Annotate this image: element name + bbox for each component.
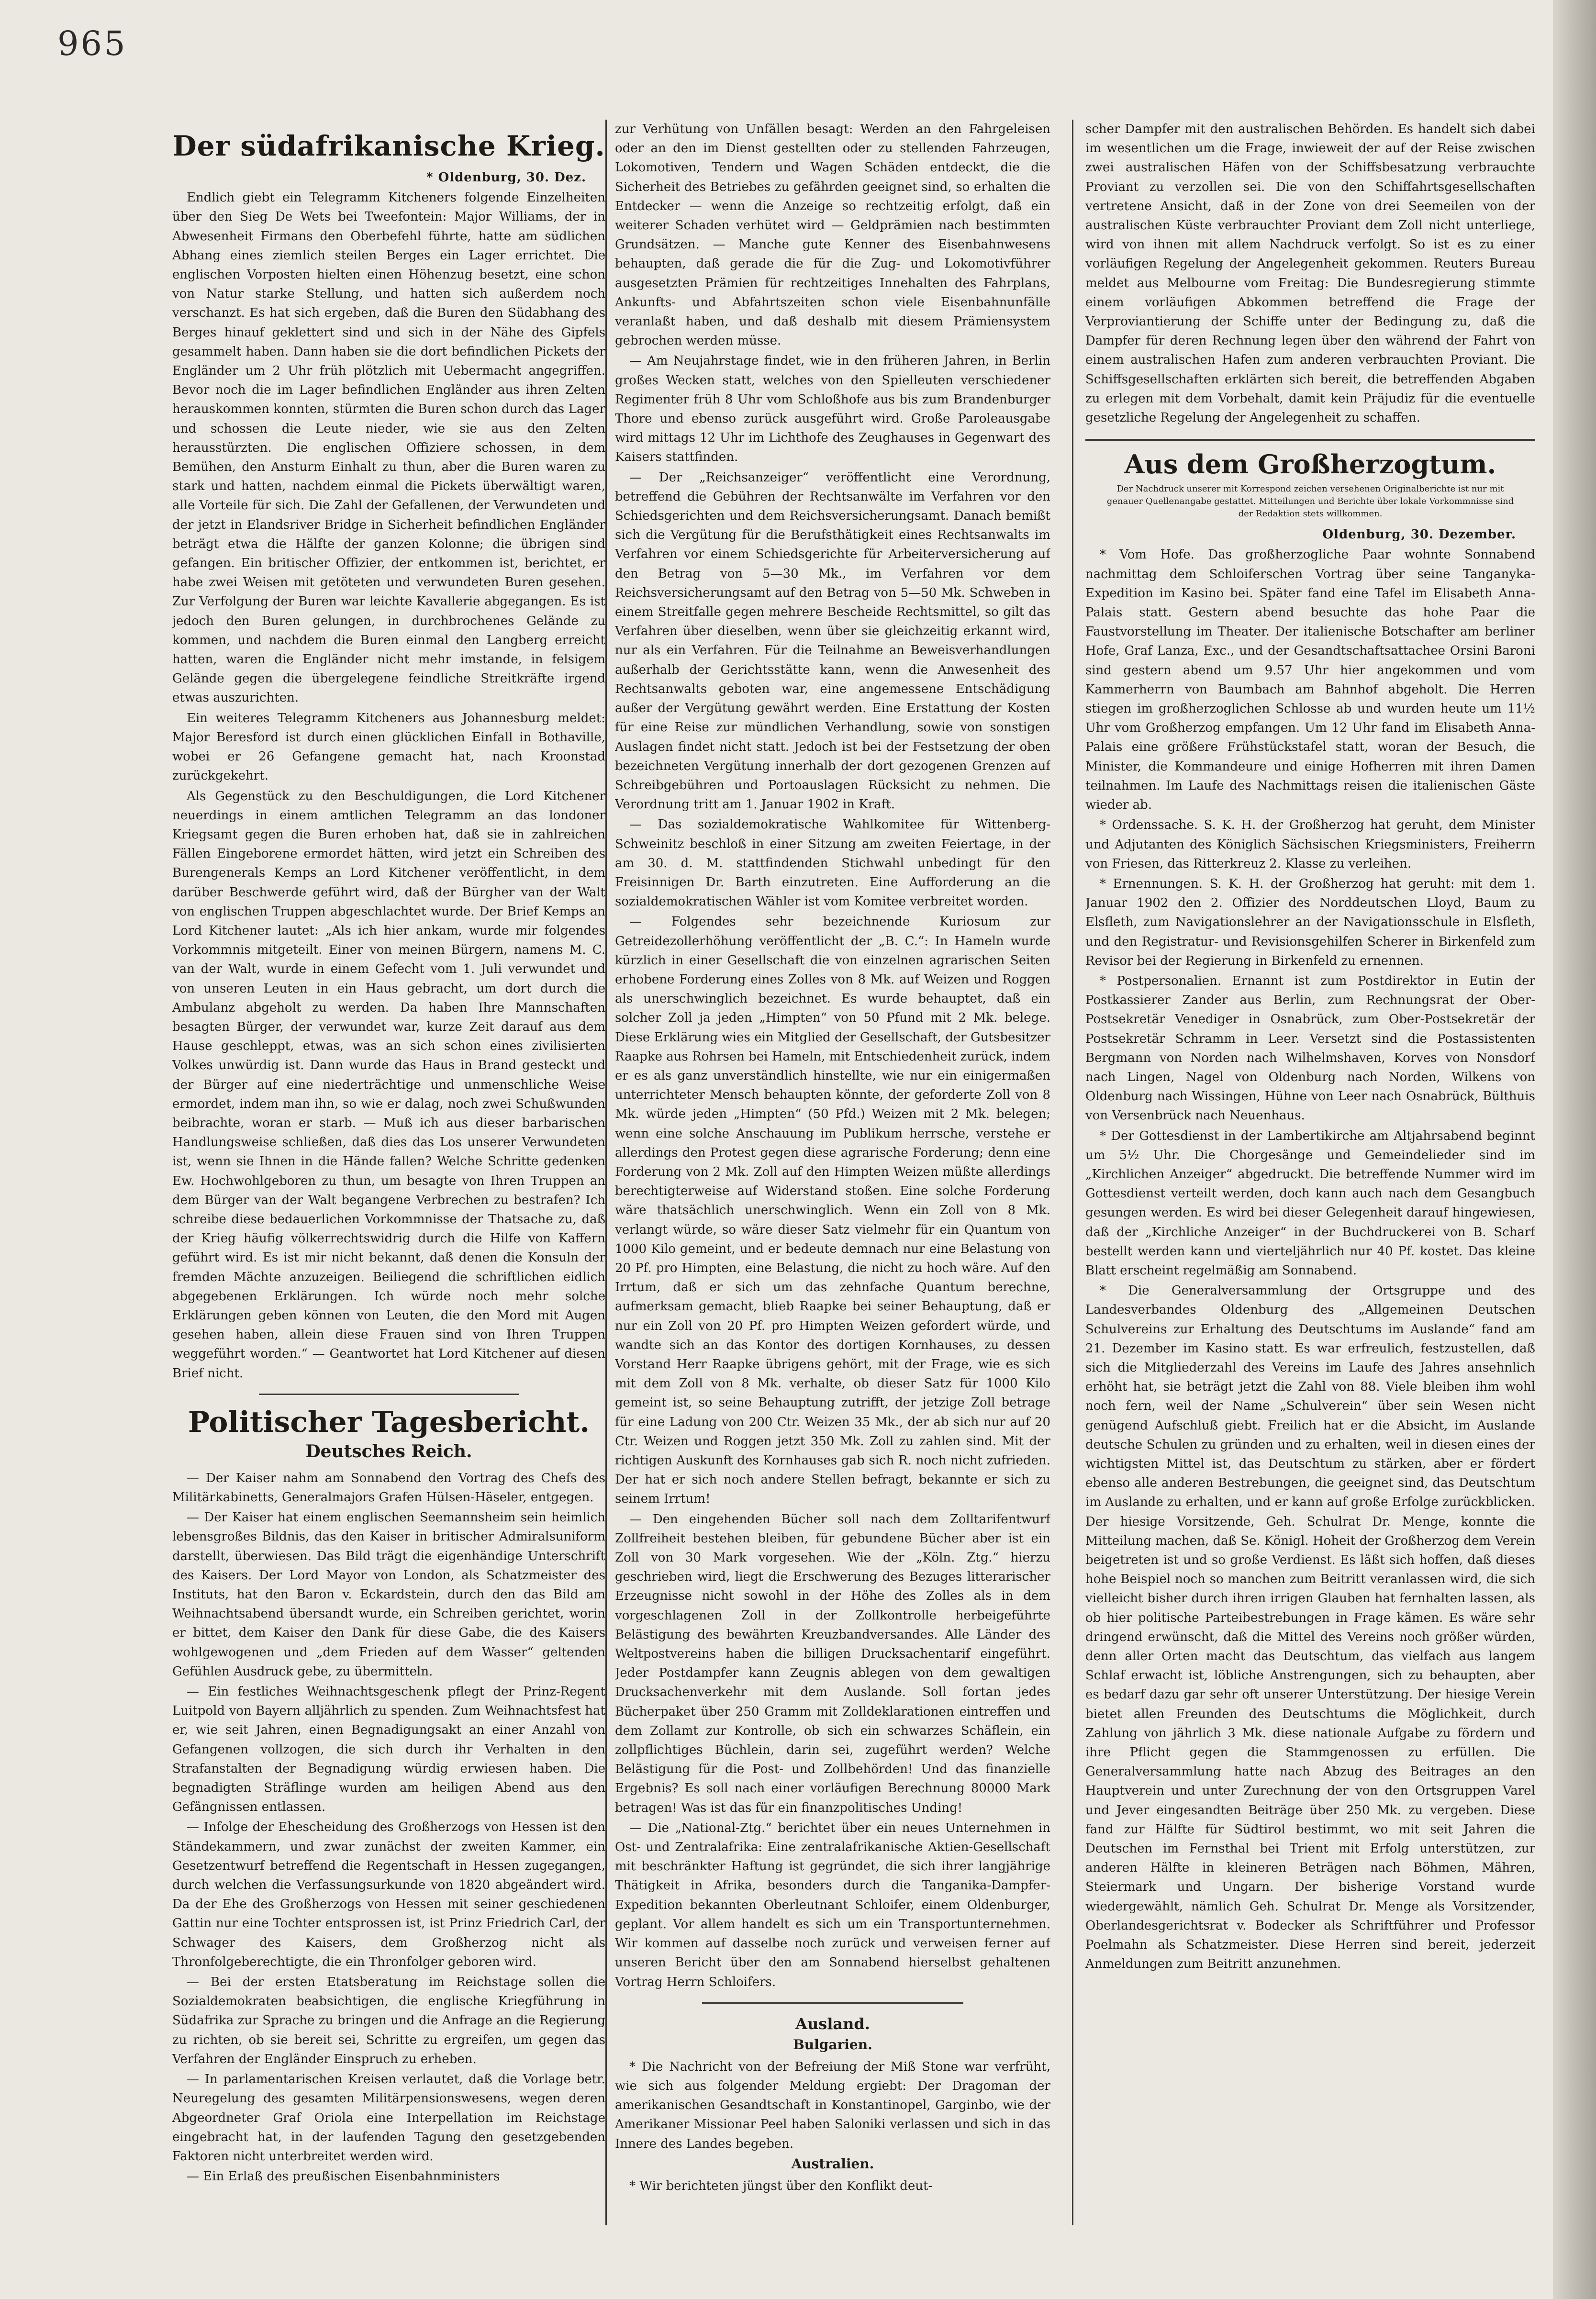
paragraph: — Bei der ersten Etatsberatung im Reichstage sollen die Sozialdemokraten beabsichtigen, die englische Kriegführung in Südafrika zur Sprache zu bringen und die Anfrage an die Regierung zu richten, ob sie bereit sei, Schritte zu ergreifen, um gegen das Verfahren der Engländer Einspruch zu erheben. [172, 1975, 605, 2066]
paragraph: * Postpersonalien. Ernannt ist zum Postdirektor in Eutin der Postkassierer Zander aus Berlin, zum Rechnungsrat der Ober-Postsekretär Venediger in Osnabrück, zum Ober-Postsekretär der Postsekretär Schramm in Leer. Versetzt sind die Postassistenten Bergmann von Norden nach Wilhelmshaven, Korves von Nonsdorf nach Lingen, Nagel von Oldenburg nach Norden, Wilkens von Oldenburg nach Wissingen, Hühne von Leer nach Osnabrück, Bülthuis von Versenbrück nach Neuenhaus. [1085, 973, 1535, 1123]
paragraph: scher Dampfer mit den australischen Behörden. Es handelt sich dabei im wesentlichen um die Frage, inwieweit der auf der Reise zwischen zwei australischen Häfen von der Schiffsbesatzung verbrauchte Proviant zu verzollen sei. Die von den Schiffahrtsgesellschaften vertretene Ansicht, daß in der Zone von drei Seemeilen von der australischen Küste verbrauchter Proviant dem Zoll nicht unterliege, wird von ihnen mit allem Nachdruck verfolgt. So ist es zu einer vorläufigen Regelung der Angelegenheit gekommen. Reuters Bureau meldet aus Melbourne vom Freitag: Die Bundesregierung stimmte einem vorläufigen Abkommen betreffend die Frage der Verproviantierung der Schiffe unter der Bedingung zu, daß die Dampfer für deren Rechnung legen über den während der Fahrt von einem australischen Hafen zum anderen verbrauchten Proviant. Die Schiffsgesellschaften erklärten sich bereit, die betreffenden Abgaben zu erlegen mit dem Vorbehalt, damit kein Präjudiz für die eventuelle gesetzliche Regelung der Angelegenheit zu schaffen. [1085, 122, 1535, 425]
paragraph: — Die „National-Ztg.“ berichtet über ein neues Unternehmen in Ost- und Zentralafrika: Eine zentralafrikanische Aktien-Gesellschaft mit beschränkter Haftung ist gegründet, die sich ihrer langjährige Thätigkeit in Afrika, besonders durch die Tanganika-Dampfer-Expedition bekannten Oberleutnant Schloifer, einem Oldenburger, geplant. Vor allem handelt es sich um ein Transportunternehmen. Wir kommen auf dasselbe noch zurück und verweisen ferner auf unseren Bericht über den am Sonnabend hierselbst gehaltenen Vortrag Herrn Schloifers. [615, 1820, 1050, 1989]
reprint-notice: Der Nachdruck unserer mit Korrespond zeichen versehenen Originalberichte ist nur mit genauer Quellenangabe gestattet. Mitteilungen und Berichte über lokale Vorkommnisse sind der Redaktion stets willkommen. [1106, 484, 1514, 519]
paragraph: * Die Generalversammlung der Ortsgruppe und des Landesverbandes Oldenburg des „Allgemeinen Deutschen Schulvereins zur Erhaltung des Deutschtums im Auslande“ fand am 21. Dezember im Kasino statt. Es war erfreulich, festzustellen, daß sich die Mitgliederzahl des Vereins im Laufe des Jahres ansehnlich erhöht hat, sie beträgt jetzt die Zahl von 88. Viele bleiben ihm wohl noch fern, weil der Name „Schulverein“ über sein Wesen nicht genügend Aufschluß giebt. Freilich hat er die Absicht, im Auslande deutsche Schulen zu gründen und zu erhalten, weil in diesen eines der wichtigsten Mittel ist, das Deutschtum zu stärken, aber er fördert ebenso alle anderen Bestrebungen, die geeignet sind, das Deutschtum im Auslande zu erhalten, und er kann auf große Erfolge zurückblicken. Der hiesige Vorsitzende, Geh. Schulrat Dr. Menge, konnte die Mitteilung machen, daß Se. Königl. Hoheit der Großherzog dem Verein beigetreten ist und so große Verdienst. Es läßt sich hoffen, daß dieses hohe Beispiel noch so manchen zum Beitritt veranlassen wird, die sich vielleicht bisher durch ihren irrigen Glauben hat fernhalten lassen, als ob hier politische Parteibestrebungen in Frage kämen. Es wäre sehr dringend erwünscht, daß die Mittel des Vereins noch größer würden, denn aller Orten macht das Deutschtum, das vielfach aus langem Schlaf erwacht ist, löbliche Anstrengungen, sich zu behaupten, aber es bedarf dazu gar sehr oft unserer Unterstützung. Der hiesige Verein bietet allen Freunden des Deutschtums die Möglichkeit, durch Zahlung von jährlich 3 Mk. diese nationale Aufgabe zu fördern und ihre Pflicht gegen die Stammgenossen zu erfüllen. Die Generalversammlung hatte nach Abzug des Beitrages an den Hauptverein und unter Zurechnung der von den Ortsgruppen Varel und Jever eingesandten Beiträge über 250 Mk. zu vergeben. Diese fand zur Hälfte für Südtirol bestimmt, wo mit seit Jahren die Deutschen im Fernsthal bei Trient mit Erfolg unterstützen, zur anderen Hälfte in kleineren Beträgen nach Böhmen, Mähren, Steiermark und Ungarn. Der bisherige Vorstand wurde wiedergewählt, nämlich Geh. Schulrat Dr. Menge als Vorsitzender, Oberlandesgerichtsrat v. Bodecker als Schriftführer und Professor Poelmahn als Schatzmeister. Diese Herren sind bereit, jederzeit Anmeldungen zum Beitritt anzunehmen. [1085, 1283, 1535, 1972]
paragraph: Ein weiteres Telegramm Kitcheners aus Johannesburg meldet: Major Beresford ist durch einen glücklichen Einfall in Bothaville, wobei er 26 Gefangene gemacht hat, nach Kroonstad zurückgekehrt. [172, 711, 605, 783]
paragraph: — In parlamentarischen Kreisen verlautet, daß die Vorlage betr. Neuregelung des gesamten Militärpensionswesens, wegen deren Abgeordneter Graf Oriola eine Interpellation im Reichstage eingebracht hat, in der laufenden Tagung den gesetzgebenden Faktoren nicht unterbreitet werden wird. [172, 2072, 605, 2164]
paragraph: * Vom Hofe. Das großherzogliche Paar wohnte Sonnabend nachmittag dem Schloiferschen Vortrag über seine Tanganyka-Expedition im Kasino bei. Später fand eine Tafel im Elisabeth Anna-Palais statt. Gestern abend besuchte das hohe Paar die Faustvorstellung im Theater. Der italienische Botschafter am berliner Hofe, Graf Lanza, Exc., und der Gesandtschaftsattachee Orsini Baroni sind gestern abend um 9.57 Uhr hier angekommen und vom Kammerherrn von Baumbach am Bahnhof abgeholt. Die Herren stiegen im großherzoglichen Schlosse ab und wurden heute um 11½ Uhr vom Großherzog empfangen. Um 12 Uhr fand im Elisabeth Anna-Palais eine größere Frühstückstafel statt, woran der Besuch, die Minister, die Kommandeure und einige Hofherren mit ihren Damen teilnahmen. Im Laufe des Nachmittags reisen die italienischen Gäste wieder ab. [1085, 547, 1535, 813]
divider [259, 1394, 519, 1395]
column-3 [1085, 120, 1535, 2225]
paragraph: — Folgendes sehr bezeichnende Kuriosum zur Getreidezollerhöhung veröffentlicht der „B. C.“: In Hameln wurde kürzlich in einer Gesellschaft die von einzelnen agrarischen Seiten erhobene Forderung eines Zolles von 8 Mk. auf Weizen und Roggen als unerschwinglich bezeichnet. Es wurde behauptet, daß ein solcher Zoll ja jeden „Himpten“ von 50 Pfund mit 2 Mk. belege. Diese Erklärung wies ein Mitglied der Gesellschaft, der Gutsbesitzer Raapke aus Rohrsen bei Hameln, mit Entschiedenheit zurück, indem er es als ganz unverständlich hinstellte, wie nur ein einigermaßen unterrichteter Mensch behaupten könnte, der geforderte Zoll von 8 Mk. würde jeden „Himpten“ (50 Pfd.) Weizen mit 2 Mk. belegen; wenn eine solche Anschauung im Publikum herrsche, verstehe er allerdings den Protest gegen diese agrarische Forderung; denn eine Forderung von 2 Mk. Zoll auf den Himpten Weizen müßte allerdings berechtigterweise auf Widerstand stoßen. Eine solche Forderung wäre thatsächlich unerschwinglich. Wenn ein Zoll von 8 Mk. verlangt würde, so wäre dieser Satz vielmehr für ein Quantum von 1000 Kilo gemeint, und er bedeute demnach nur eine Belastung von 20 Pf. pro Himpten, eine Belastung, die nicht zu hoch wäre. Auf den Irrtum, daß er sich um das zehnfache Quantum berechne, aufmerksam gemacht, blieb Raapke bei seiner Behauptung, daß er nur ein Zoll von 20 Pf. pro Himpten Weizen gefordert würde, und wandte sich an das Kontor des dortigen Kornhauses, zu dessen Vorstand Herr Raapke übrigens gehört, mit der Frage, wie es sich mit dem Zoll von 8 Mk. verhalte, ob dieser Satz für 1000 Kilo gemeint ist, so seine Behauptung zutrifft, der jetzige Zoll betrage für eine Ladung von 200 Ctr. Weizen 35 Mk., der ab sich nur auf 20 Ctr. Weizen und Roggen jetzt 350 Mk. Zoll zu zahlen sind. Mit der richtigen Auskunft des Kornhauses gab sich R. noch nicht zufrieden. Der hat er sich noch andere Stellen befragt, bekannte er sich zu seinem Irrtum! [615, 915, 1050, 1507]
paragraph: * Wir berichteten jüngst über den Konflikt deut- [629, 2178, 933, 2193]
paragraph: — Ein festliches Weihnachtsgeschenk pflegt der Prinz-Regent Luitpold von Bayern alljährlich zu spenden. Zum Weihnachtsfest hat er, wie seit Jahren, einen Begnadigungsakt an einer Anzahl von Gefangenen vollzogen, die sich durch ihr Verhalten in den Strafanstalten der Begnadigung würdig erwiesen haben. Die begnadigten Sträflinge wurden am heiligen Abend aus den Gefängnissen entlassen. [172, 1685, 605, 1815]
column-rule [1072, 120, 1073, 2225]
paragraph: Als Gegenstück zu den Beschuldigungen, die Lord Kitchener neuerdings in einem amtlichen Telegramm an das londoner Kriegsamt gegen die Buren erhoben hat, daß sie in zahlreichen Fällen Eingeborene ermordet hätten, wird jetzt ein Schreiben des Burengenerals Kemps an Lord Kitchener veröffentlicht, in dem darüber Beschwerde geführt wird, daß der Bürgher van der Walt von englischen Truppen abgeschlachtet wurde. Der Brief Kemps an Lord Kitchener lautet: „Als ich hier ankam, wurde mir folgendes Vorkommnis mitgeteilt. Einer von meinen Bürgern, namens M. C. van der Walt, wurde in einem Gefecht vom 1. Juli verwundet und von unseren Leuten in ein Haus gebracht, um dort durch die Ambulanz abgeholt zu werden. Da haben Ihre Mannschaften besagten Bürger, der verwundet war, kurze Zeit darauf aus dem Hause geschleppt, etwas, was an sich schon eines zivilisierten Volkes unwürdig ist. Dann wurde das Haus in Brand gesteckt und der Bürger auf eine niederträchtige und unmenschliche Weise ermordet, indem man ihn, so wie er dalag, noch zwei Schußwunden beibrachte, woran er starb. — Muß ich aus dieser barbarischen Handlungsweise schließen, daß dies das Los unserer Verwundeten ist, wenn sie Ihnen in die Hände fallen? Welche Schritte gedenken Ew. Hochwohlgeboren zu thun, um besagte von Ihren Truppen an dem Bürger van der Walt begangene Verbrechen zu bestrafen? Ich schreibe diese bedauerlichen Vorkommnisse der Thatsache zu, daß der Krieg häufig völkerrechtswidrig durch die Hilfe von Kaffern geführt wird. Es ist mir nicht bekannt, daß denen die Konsuln der fremden Mächte anzuzeigen. Beiliegend die schriftlichen eidlich abgegebenen Erklärungen. Ich würde noch mehr solche Erklärungen geben können von Leuten, die den Mord mit Augen gesehen haben, allein diese Frauen sind von Ihren Truppen weggeführt worden.“ — Geantwortet hat Lord Kitchener auf diesen Brief nicht. [172, 789, 605, 1381]
paragraph: — Der „Reichsanzeiger“ veröffentlicht eine Verordnung, betreffend die Gebühren der Rechtsanwälte im Verfahren vor den Schiedsgerichten und dem Reichsversicherungsamt. Danach bemißt sich die Vergütung für die Berufsthätigkeit eines Rechtsanwalts im Verfahren vor einem Schiedsgerichte für Arbeiterversicherung auf den Betrag von 5—30 Mk., im Verfahren vor dem Reichsversicherungsamt auf den Betrag von 5—50 Mk. Schweben in einem Streitfalle gegen mehrere Bescheide Rechtsmittel, so gilt das Verfahren über dieselben, wenn über sie gleichzeitig erkannt wird, nur als ein Verfahren. Für die Teilnahme an Beweisverhandlungen außerhalb der Gerichtsstätte kann, wenn die Anwesenheit des Rechtsanwalts geboten war, eine angemessene Entschädigung außer der Vergütung gewährt werden. Eine Erstattung der Kosten für eine Reise zur mündlichen Verhandlung, sowie von sonstigen Auslagen findet nicht statt. Jedoch ist bei der Festsetzung der oben bezeichneten Vergütung innerhalb der dort gezogenen Grenzen auf Schreibgebühren und Portoauslagen Rücksicht zu nehmen. Die Verordnung tritt am 1. Januar 1902 in Kraft. [615, 470, 1050, 812]
divider [702, 2002, 963, 2004]
paragraph: Endlich giebt ein Telegramm Kitcheners folgende Einzelheiten über den Sieg De Wets bei Tweefontein: Major Williams, der in Abwesenheit Firmans den Oberbefehl führte, hatte am südlichen Abhang eines ziemlich steilen Berges ein Lager errichtet. Die englischen Vorposten hielten einen Höhenzug besetzt, eine schon von Natur starke Stellung, und hatten sich außerdem noch verschanzt. Es hat sich ergeben, daß die Buren den Südabhang des Berges hinauf geklettert sind und sich in der Nähe des Gipfels gesammelt haben. Dann haben sie die dort befindlichen Pickets der Engländer um 2 Uhr früh plötzlich mit Uebermacht angegriffen. Bevor noch die im Lager befindlichen Engländer aus ihren Zelten herauskommen konnten, stürmten die Buren schon durch das Lager und schossen die Leute nieder, wie sie aus den Zelten herausstürzten. Die englischen Offiziere schossen, in dem Bemühen, den Ansturm Einhalt zu thun, aber die Buren waren zu stark und hatten, nachdem einmal die Pickets überwältigt waren, alle Vorteile für sich. Die Zahl der Gefallenen, der Verwundeten und der jetzt in Elandsriver Bridge in Sicherheit befindlichen Engländer beträgt etwa die Hälfte der ganzen Kolonne; die übrigen sind gefangen. Ein britischer Offizier, der entkommen ist, berichtet, er habe zwei Weisen mit getöteten und verwundeten Buren gesehen. Zur Verfolgung der Buren war leichte Kavallerie abgegangen. Es ist jedoch den Buren gelungen, in durchbrochenes Gelände zu kommen, und nachdem die Buren einmal den Langberg erreicht hatten, waren die Engländer nicht mehr imstande, in felsigem Gelände gegen die übergelegene feindliche Streitkräfte irgend etwas auszurichten. [172, 190, 605, 705]
column-rule [605, 120, 607, 2225]
column-2 [615, 120, 1050, 2225]
paragraph: — Das sozialdemokratische Wahlkomitee für Wittenberg-Schweinitz beschloß in einer Sitzung am zweiten Feiertage, in der am 30. d. M. stattfindenden Stichwahl unbedingt für den Freisinnigen Dr. Barth einzutreten. Eine Aufforderung an die sozialdemokratischen Wähler ist vom Komitee verbreitet worden. [615, 817, 1050, 909]
dateline: * Oldenburg, 30. Dez. [426, 170, 586, 185]
section-subtitle: Deutsches Reich. [305, 1441, 472, 1462]
divider [1085, 439, 1535, 441]
page-number: 965 [57, 24, 127, 63]
paragraph: — Der Kaiser nahm am Sonnabend den Vortrag des Chefs des Militärkabinetts, Generalmajors Grafen Hülsen-Häseler, entgegen. [172, 1471, 605, 1505]
dateline: Oldenburg, 30. Dezember. [1322, 527, 1516, 542]
page-edge-shadow [1553, 0, 1596, 2299]
paragraph: * Ernennungen. S. K. H. der Großherzog hat geruht: mit dem 1. Januar 1902 den 2. Offizier des Norddeutschen Lloyd, Baum zu Elsfleth, zum Navigationslehrer an der Navigationsschule in Elsfleth, und den Registratur- und Revisionsgehilfen Scherer in Birkenfeld zum Revisor bei der Regierung in Birkenfeld zu ernennen. [1085, 876, 1535, 968]
paragraph: — Den eingehenden Bücher soll nach dem Zolltarifentwurf Zollfreiheit bestehen bleiben, für gebundene Bücher aber ist ein Zoll von 30 Mark vorgesehen. Wie der „Köln. Ztg.“ hierzu geschrieben wird, liegt die Erschwerung des Bezuges litterarischer Erzeugnisse nicht sowohl in der Höhe des Zolles als in dem vorgeschlagenen Zoll in der Zollkontrolle herbeigeführte Belästigung des bewährten Kreuzbandversandes. Alle Länder des Weltpostvereins haben die billigen Drucksachentarif eingeführt. Jeder Postdampfer kann Zeugnis ablegen von dem gewaltigen Drucksachenverkehr mit dem Auslande. Soll fortan jedes Bücherpaket über 250 Gramm mit Zolldeklarationen eintreffen und dem Zollamt zur Kontrolle, ob sich ein schwarzes Schäflein, ein zollpflichtiges Büchlein, darin sei, zugeführt werden? Welche Belästigung für die Post- und Zollbehörden! Und das finanzielle Ergebnis? Es soll nach einer vorläufigen Berechnung 80000 Mark betragen! Was ist das für ein finanzpolitisches Unding! [615, 1512, 1050, 1815]
paragraph: * Die Nachricht von der Befreiung der Miß Stone war verfrüht, wie sich aus folgender Meldung ergiebt: Der Dragoman der amerikanischen Gesandtschaft in Konstantinopel, Garginbo, wie der Amerikaner Missionar Peel haben Saloniki verlassen und sich in das Innere des Landes begeben. [615, 2059, 1050, 2151]
column-1 [172, 122, 605, 2228]
subsection-bulgaria: Bulgarien. [793, 2036, 872, 2053]
subsection-australia: Australien. [791, 2155, 874, 2172]
paragraph: — Ein Erlaß des preußischen Eisenbahnministers [187, 2169, 500, 2184]
section-title: Aus dem Großherzogtum. [1124, 449, 1496, 480]
section-title: Politischer Tagesbericht. [188, 1405, 590, 1439]
paragraph: * Der Gottesdienst in der Lambertikirche am Altjahrsabend beginnt um 5½ Uhr. Die Chorgesänge und Gemeindelieder sind im „Kirchlichen Anzeiger“ abgedruckt. Die betreffende Nummer wird im Gottesdienst verteilt werden, doch kann auch nach dem Gesangbuch gesungen werden. Es wird bei dieser Gelegenheit darauf hingewiesen, daß der „Kirchliche Anzeiger“ in der Buchdruckerei von B. Scharf bestellt werden kann und vierteljährlich nur 40 Pf. kostet. Das kleine Blatt erscheint regelmäßig am Sonnabend. [1085, 1128, 1535, 1278]
paragraph: — Der Kaiser hat einem englischen Seemannsheim sein heimlich lebensgroßes Bildnis, das den Kaiser in britischer Admiralsuniform darstellt, überwiesen. Das Bild trägt die eigenhändige Unterschrift des Kaisers. Der Lord Mayor von London, als Schatzmeister des Instituts, hat den Baron v. Eckardstein, durch den das Bild am Weihnachtsabend übersandt wurde, ein Schreiben gerichtet, worin er bittet, dem Kaiser den Dank für diese Gabe, die des Kaisers wohlgewogenen und „dem Frieden auf dem Wasser“ geltenden Gefühlen Ausdruck gebe, zu übermitteln. [172, 1510, 605, 1679]
article-headline: Der südafrikanische Krieg. [172, 130, 605, 162]
section-title-abroad: Ausland. [795, 2014, 870, 2033]
paragraph: — Am Neujahrstage findet, wie in den früheren Jahren, in Berlin großes Wecken statt, welches von den Spielleuten verschiedener Regimenter früh 8 Uhr vom Schloßhofe aus bis zum Brandenburger Thore und ebenso zurück ausgeführt wird. Große Paroleausgabe wird mittags 12 Uhr im Lichthofe des Zeughauses in Gegenwart des Kaisers stattfinden. [615, 354, 1050, 465]
paragraph: — Infolge der Ehescheidung des Großherzogs von Hessen ist den Ständekammern, und zwar zunächst der zweiten Kammer, ein Gesetzentwurf betreffend die Regentschaft in Hessen zugegangen, durch welchen die Verfassungsurkunde von 1820 abgeändert wird. Da der Ehe des Großherzogs von Hessen mit seiner geschiedenen Gattin nur eine Tochter entsprossen ist, ist Prinz Friedrich Carl, der Schwager des Kaisers, dem Großherzog nicht als Thronfolgeberechtigte, die ein Thronfolger geboren wird. [172, 1820, 605, 1969]
paragraph: * Ordenssache. S. K. H. der Großherzog hat geruht, dem Minister und Adjutanten des Königlich Sächsischen Kriegsministers, Freiherrn von Friesen, das Ritterkreuz 2. Klasse zu verleihen. [1085, 818, 1535, 871]
paragraph: zur Verhütung von Unfällen besagt: Werden an den Fahrgeleisen oder an den im Dienst gestellten oder zu stellenden Fahrzeugen, Lokomotiven, Tendern und Wagen Schäden entdeckt, die die Sicherheit des Betriebes zu gefährden geeignet sind, so erhalten die Entdecker — wenn die Anzeige so rechtzeitig erfolgt, daß ein weiterer Schaden verhütet wird — Geldprämien nach bestimmten Grundsätzen. — Manche gute Kenner des Eisenbahnwesens behaupten, daß gerade die für die Zug- und Lokomotivführer ausgesetzten Prämien für rechtzeitiges Innehalten des Fahrplans, Ankunfts- und Abfahrtszeiten schon viele Eisenbahnunfälle veranlaßt haben, und daß deshalb mit diesem Prämiensystem gebrochen werden müsse. [615, 122, 1050, 348]
